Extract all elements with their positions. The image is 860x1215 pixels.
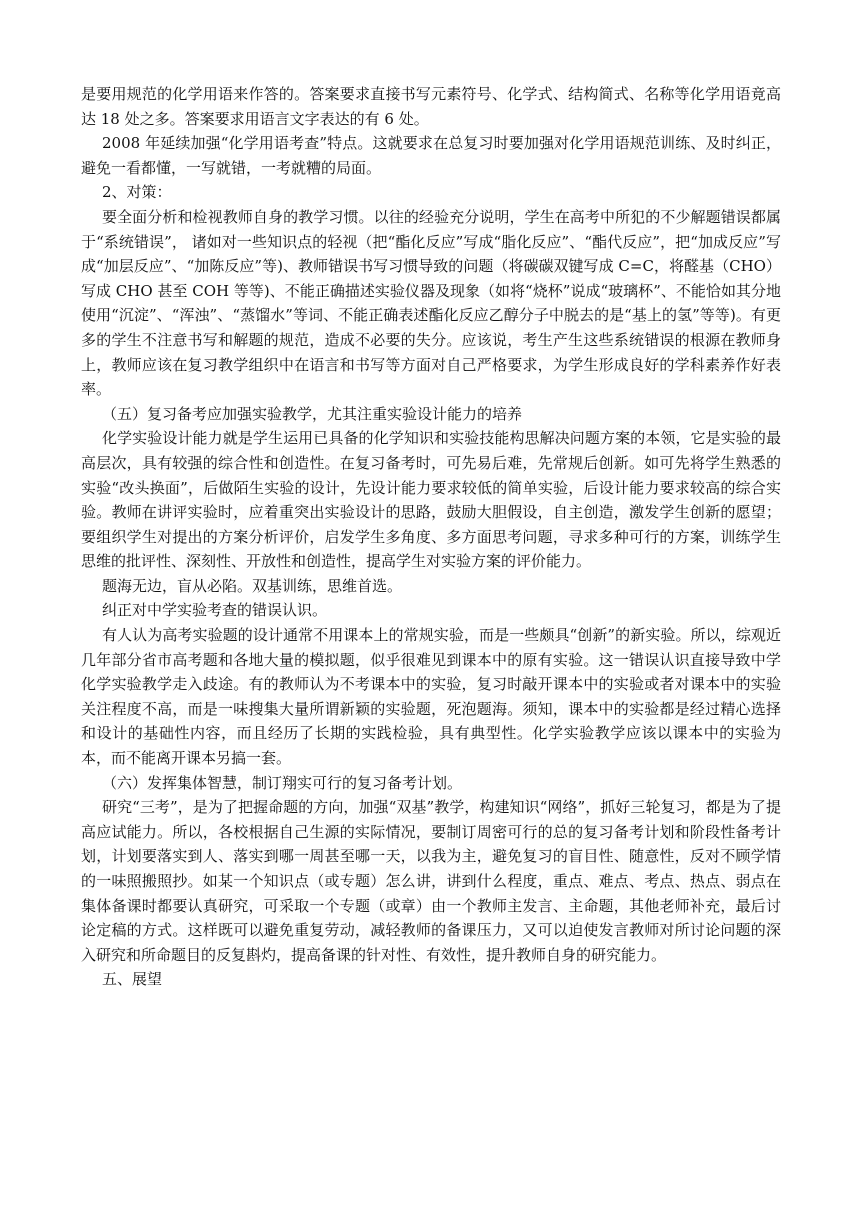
heading-section-six: （六）发挥集体智慧，制订翔实可行的复习备考计划。 (102, 773, 463, 792)
document-body (81, 82, 781, 992)
paragraph-correct-misconception: 纠正对中学实验考查的错误认识。 (102, 601, 328, 620)
paragraph-teacher-habits: 要全面分析和检视教师自身的教学习惯。以往的经验充分说明，学生在高考中所犯的不少解题错误都属于“系统错误”， 诸如对一些知识点的轻视（把“酯化反应”写成“脂化反应”、“酯代反应”，把“加成反应”写成“加层反应”、“加陈反应”等)、教师错误书写习惯导致的问题（将碳碳双键写成 C=C，将醛基（CHO）写成 CHO 甚至 COH 等等)、不能正确描述实验仪器及现象（如将“烧杯”说成“玻璃杯”、不能恰如其分地使用“沉淀”、“浑浊”、“蒸馏水”等词、不能正确表述酯化反应乙醇分子中脱去的是“基上的氢”等等)。有更多的学生不注意书写和解题的规范，造成不必要的失分。应该说，考生产生这些系统错误的根源在教师身上，教师应该在复习教学组织中在语言和书写等方面对自己严格要求，为学生形成良好的学科素养作好表率。 (81, 207, 781, 399)
paragraph-motto: 题海无边，盲从必陷。双基训练，思维首选。 (102, 576, 403, 595)
paragraph-2008-trend: 2008 年延续加强“化学用语考查”特点。这就要求在总复习时要加强对化学用语规范训练、及时纠正，避免一看都懂，一写就错，一考就糟的局面。 (81, 134, 781, 177)
paragraph-textbook-experiments: 有人认为高考实验题的设计通常不用课本上的常规实验，而是一些颇具“创新”的新实验。所以，综观近几年部分省市高考题和各地大量的模拟题，似乎很难见到课本中的原有实验。这一错误认识直接导致中学化学实验教学走入歧途。有的教师认为不考课本中的实验，复习时敲开课本中的实验或者对课本中的实验关注程度不高，而是一味搜集大量所谓新颖的实验题，死泡题海。须知，课本中的实验都是经过精心选择和设计的基础性内容，而且经历了长期的实践检验，具有典型性。化学实验教学应该以课本中的实验为本，而不能离开课本另搞一套。 (81, 626, 781, 768)
heading-countermeasures: 2、对策： (102, 183, 172, 202)
heading-outlook: 五、展望 (102, 970, 163, 989)
paragraph-experiment-design: 化学实验设计能力就是学生运用已具备的化学知识和实验技能构思解决问题方案的本领，它是实验的最高层次，具有较强的综合性和创造性。在复习备考时，可先易后难，先常规后创新。如可先将学生熟悉的实验“改头换面”，后做陌生实验的设计，先设计能力要求较低的简单实验，后设计能力要求较高的综合实验。教师在讲评实验时，应着重突出实验设计的思路，鼓励大胆假设，自主创造，激发学生创新的愿望；要组织学生对提出的方案分析评价，启发学生多角度、多方面思考问题，寻求多种可行的方案，训练学生思维的批评性、深刻性、开放性和创造性，提高学生对实验方案的评价能力。 (81, 429, 781, 571)
paragraph-collective-planning: 研究“三考”，是为了把握命题的方向，加强“双基”教学，构建知识“网络”，抓好三轮复习，都是为了提高应试能力。所以，各校根据自己生源的实际情况，要制订周密可行的总的复习备考计划和阶段性备考计划，计划要落实到人、落实到哪一周甚至哪一天，以我为主，避免复习的盲目性、随意性，反对不顾学情的一味照搬照抄。如某一个知识点（或专题）怎么讲，讲到什么程度，重点、难点、考点、热点、弱点在集体备课时都要认真研究，可采取一个专题（或章）由一个教师主发言、主命题，其他老师补充，最后讨论定稿的方式。这样既可以避免重复劳动，减轻教师的备课压力，又可以迫使发言教师对所讨论问题的深入研究和所命题目的反复斟灼，提高备课的针对性、有效性，提升教师自身的研究能力。 (81, 798, 781, 964)
paragraph-answer-requirements: 是要用规范的化学用语来作答的。答案要求直接书写元素符号、化学式、结构简式、名称等化学用语竟高达 18 处之多。答案要求用语言文字表达的有 6 处。 (81, 85, 781, 128)
heading-section-five: （五）复习备考应加强实验教学，尤其注重实验设计能力的培养 (102, 404, 523, 423)
